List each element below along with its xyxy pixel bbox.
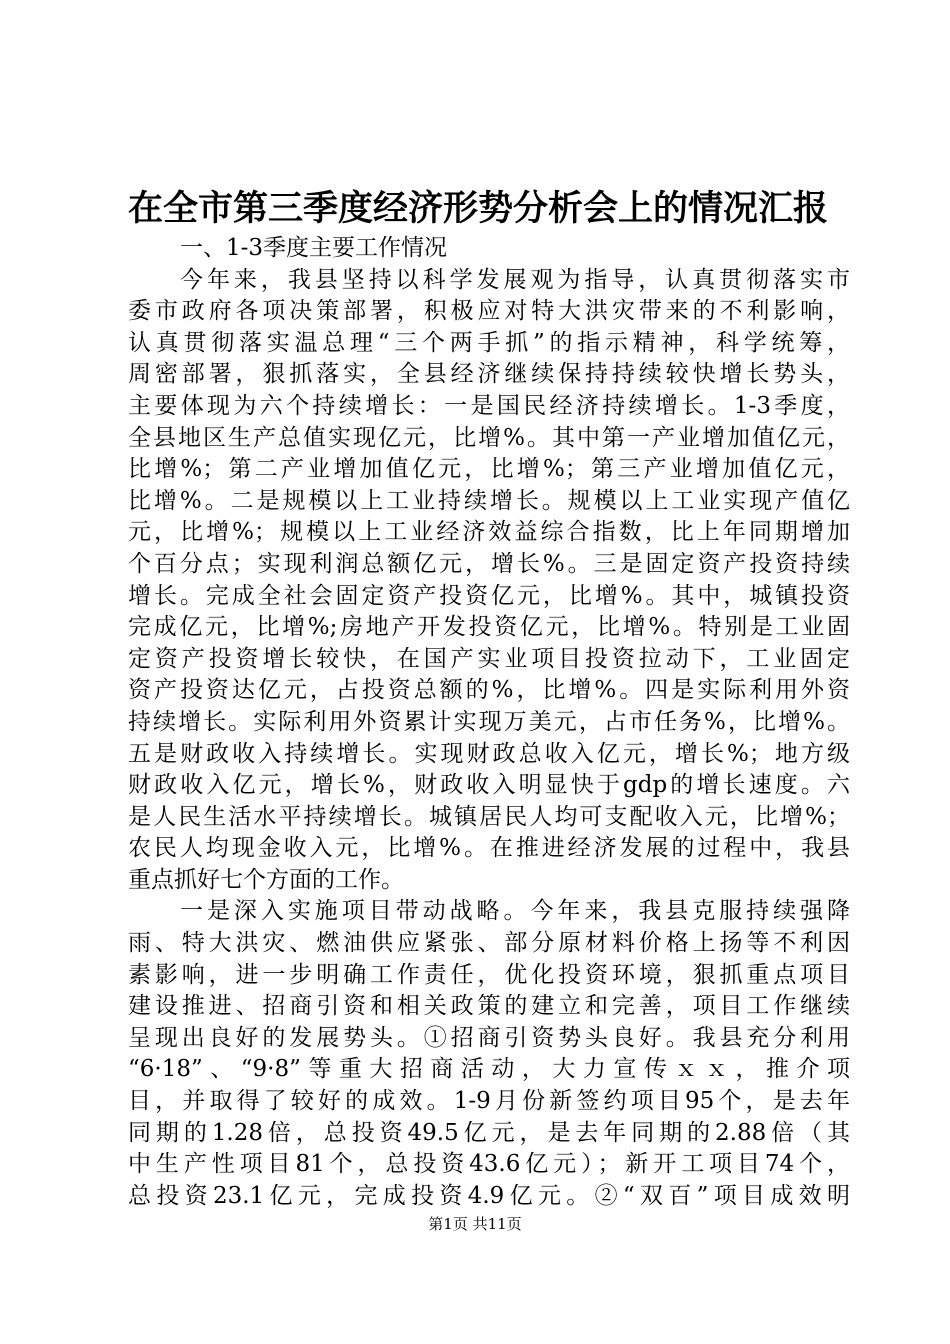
document-body [128, 233, 850, 1212]
paragraph-line: 委市政府各项决策部署，积极应对特大洪灾带来的不利影响， [128, 298, 850, 325]
paragraph-line: 素影响，进一步明确工作责任，优化投资环境，狠抓重点项目 [128, 961, 850, 988]
paragraph-line: 目，并取得了较好的成效。1-9月份新签约项目95个，是去年 [128, 1088, 850, 1115]
paragraph-line: 今年来，我县坚持以科学发展观为指导，认真贯彻落实市 [180, 266, 850, 293]
paragraph-line: 重点抓好七个方面的工作。 [128, 866, 404, 893]
paragraph-line: 同期的1.28倍，总投资49.5亿元，是去年同期的2.88倍（其 [128, 1119, 850, 1146]
paragraph-line: 比增%；第二产业增加值亿元，比增%；第三产业增加值亿元， [128, 456, 850, 483]
paragraph-line: 农民人均现金收入元，比增%。在推进经济发展的过程中，我县 [128, 835, 850, 862]
paragraph-line: 周密部署，狠抓落实，全县经济继续保持持续较快增长势头， [128, 361, 850, 388]
paragraph-line: 中生产性项目81个，总投资43.6亿元）；新开工项目74个， [128, 1151, 850, 1178]
paragraph-line: 雨、特大洪灾、燃油供应紧张、部分原材料价格上扬等不利因 [128, 930, 850, 957]
paragraph-line: 比增%。二是规模以上工业持续增长。规模以上工业实现产值亿 [128, 487, 850, 514]
paragraph-line: 是人民生活水平持续增长。城镇居民人均可支配收入元，比增%； [128, 803, 850, 830]
page-footer: 第1页 共11页 [428, 1215, 522, 1233]
paragraph-line: 财政收入亿元，增长%，财政收入明显快于gdp的增长速度。六 [128, 772, 850, 799]
paragraph-line: 一是深入实施项目带动战略。今年来，我县克服持续强降 [180, 898, 850, 925]
paragraph-line: 个百分点；实现利润总额亿元，增长%。三是固定资产投资持续 [128, 550, 850, 577]
paragraph-line: 定资产投资增长较快，在国产实业项目投资拉动下，工业固定 [128, 645, 850, 672]
paragraph-line: 认真贯彻落实温总理“三个两手抓”的指示精神，科学统筹， [128, 329, 850, 356]
section-heading: 一、1-3季度主要工作情况 [180, 235, 448, 261]
paragraph-line: 主要体现为六个持续增长：一是国民经济持续增长。1-3季度， [128, 392, 850, 419]
paragraph-line: 增长。完成全社会固定资产投资亿元，比增%。其中，城镇投资 [128, 582, 850, 609]
paragraph-line: 总投资23.1亿元，完成投资4.9亿元。②“双百”项目成效明 [128, 1182, 850, 1209]
paragraph-line: 全县地区生产总值实现亿元，比增%。其中第一产业增加值亿元， [128, 424, 850, 451]
paragraph-line: 元，比增%；规模以上工业经济效益综合指数，比上年同期增加 [128, 519, 850, 546]
paragraph-line: 资产投资达亿元，占投资总额的%，比增%。四是实际利用外资 [128, 677, 850, 704]
paragraph-line: 建设推进、招商引资和相关政策的建立和完善，项目工作继续 [128, 993, 850, 1020]
paragraph-line: 持续增长。实际利用外资累计实现万美元，占市任务%，比增%。 [128, 708, 850, 735]
paragraph-line: 呈现出良好的发展势头。①招商引资势头良好。我县充分利用 [128, 1024, 850, 1051]
paragraph-line: “6·18”、“9·8”等重大招商活动，大力宣传ｘｘ，推介项 [128, 1056, 850, 1083]
paragraph-line: 完成亿元，比增%;房地产开发投资亿元，比增%。特别是工业固 [128, 614, 850, 641]
paragraph-line: 五是财政收入持续增长。实现财政总收入亿元，增长%；地方级 [128, 740, 850, 767]
document-title: 在全市第三季度经济形势分析会上的情况汇报 [128, 188, 829, 229]
